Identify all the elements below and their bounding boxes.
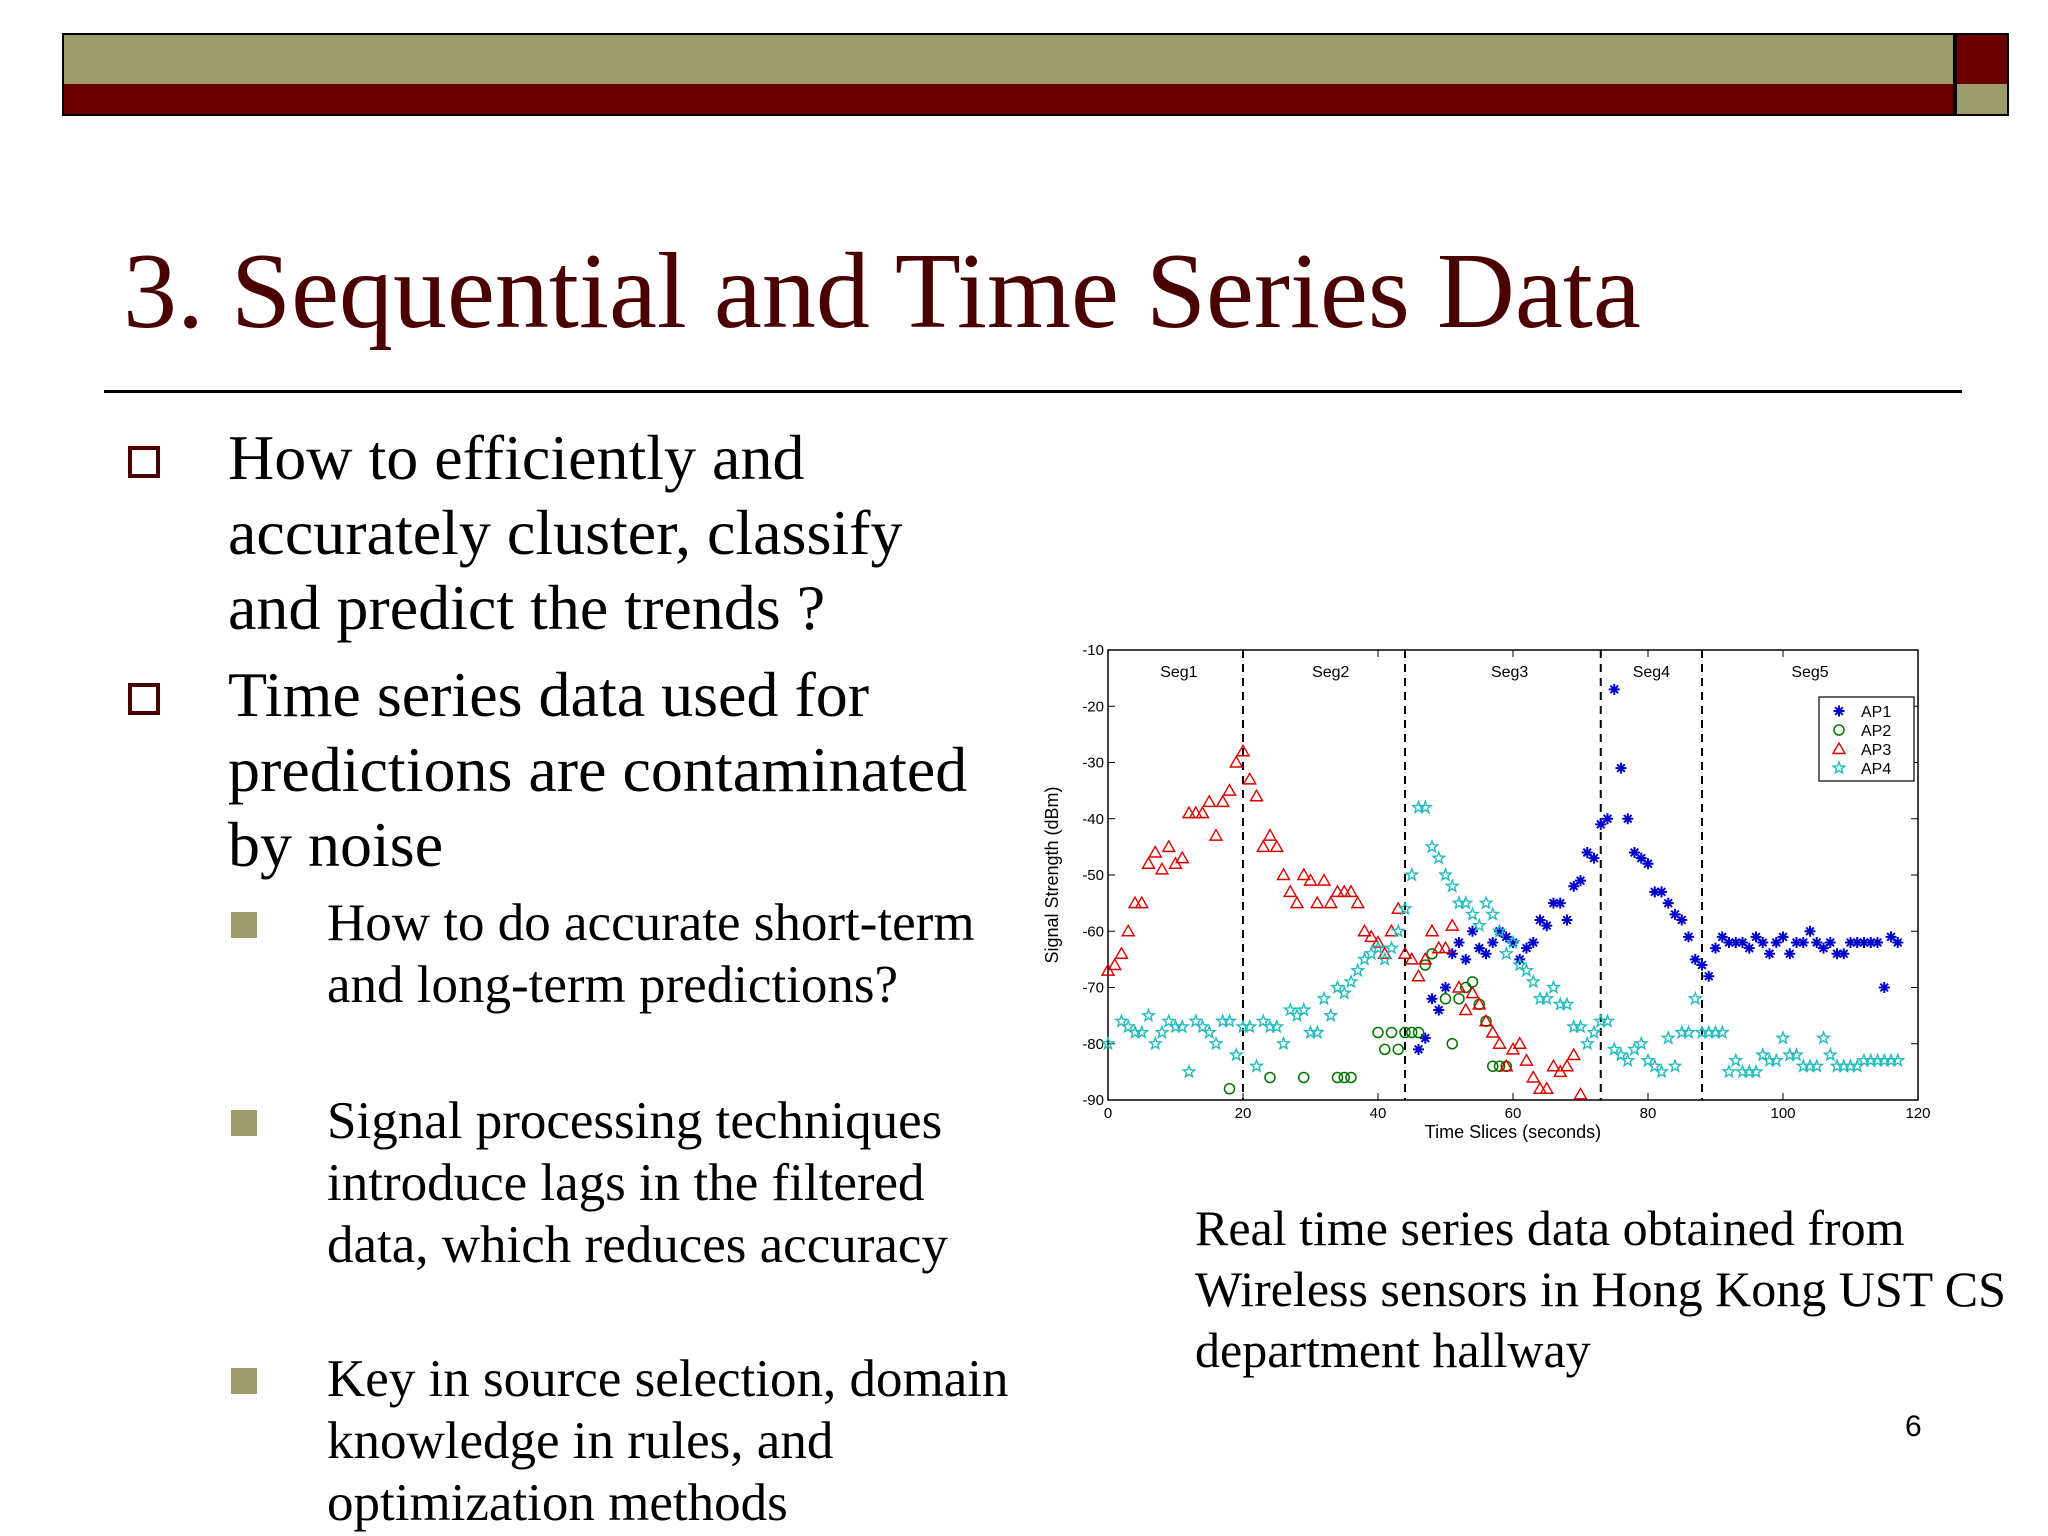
legend-label-ap3: AP3 — [1861, 742, 1892, 759]
sub-bullet-square-icon — [231, 1368, 257, 1394]
segment-label: Seg3 — [1490, 664, 1529, 681]
page-number: 6 — [1905, 1410, 1922, 1443]
y-tick-label: -80 — [1082, 1035, 1104, 1053]
ap1-data-point — [1447, 948, 1458, 959]
ap1-data-point — [1622, 813, 1633, 824]
ap1-data-point — [1602, 813, 1613, 824]
legend-label-ap4: AP4 — [1861, 761, 1892, 778]
bullet-square-icon — [128, 683, 160, 715]
ap1-data-point — [1892, 937, 1903, 948]
x-tick-label: 40 — [1369, 1105, 1387, 1122]
segment-label: Seg2 — [1312, 664, 1350, 681]
x-tick-label: 20 — [1234, 1105, 1252, 1122]
ap1-data-point — [1413, 1044, 1424, 1055]
ap1-data-point — [1420, 1033, 1431, 1044]
ap1-data-point — [1555, 898, 1566, 909]
ap1-data-point — [1805, 926, 1816, 937]
ap1-data-point — [1440, 982, 1451, 993]
ap1-data-point — [1589, 853, 1600, 864]
ap1-data-point — [1481, 948, 1492, 959]
segment-label: Seg1 — [1160, 664, 1198, 681]
x-tick-label: 60 — [1504, 1105, 1522, 1122]
ap1-data-point — [1683, 931, 1694, 942]
signal-strength-chart — [1030, 640, 1950, 1160]
ap1-data-point — [1744, 943, 1755, 954]
ap1-data-point — [1460, 954, 1471, 965]
x-tick-label: 120 — [1905, 1105, 1931, 1122]
plot-area — [1108, 650, 1918, 1100]
ap1-data-point — [1609, 684, 1620, 695]
ap1-data-point — [1541, 920, 1552, 931]
ap1-data-point — [1838, 948, 1849, 959]
ap1-data-point — [1825, 937, 1836, 948]
y-tick-label: -50 — [1082, 867, 1104, 884]
ap1-data-point — [1487, 937, 1498, 948]
bullet-text: How to efficiently and accurately cluster, classify and predict the trends ? — [228, 422, 903, 643]
legend-label-ap2: AP2 — [1861, 723, 1892, 740]
ap1-data-point — [1656, 886, 1667, 897]
x-tick-label: 80 — [1639, 1105, 1657, 1122]
header-bar-maroon — [62, 84, 1955, 116]
ap1-data-point — [1798, 937, 1809, 948]
y-tick-label: -20 — [1082, 698, 1104, 716]
sub-bullet-text: Signal processing techniques introduce lags in the filtered data, which reduces accuracy — [327, 1092, 948, 1274]
ap1-data-point — [1764, 948, 1775, 959]
ap1-data-point — [1697, 960, 1708, 971]
y-tick-label: -10 — [1082, 642, 1104, 659]
sub-bullet-square-icon — [231, 1110, 257, 1136]
ap1-data-point — [1562, 915, 1573, 926]
sub-bullet-text: Key in source selection, domain knowledge in rules, and optimization methods — [327, 1350, 1009, 1532]
ap1-data-point — [1778, 931, 1789, 942]
title-divider — [104, 390, 1962, 393]
sub-bullet-text: How to do accurate short-term and long-term predictions? — [327, 894, 975, 1014]
legend-marker-ap1 — [1834, 706, 1845, 717]
ap1-data-point — [1528, 937, 1539, 948]
y-tick-label: -30 — [1082, 754, 1104, 772]
ap1-data-point — [1663, 898, 1674, 909]
ap1-data-point — [1575, 875, 1586, 886]
y-tick-label: -90 — [1082, 1092, 1104, 1109]
segment-label: Seg4 — [1632, 664, 1671, 681]
y-tick-label: -40 — [1082, 810, 1104, 828]
ap1-data-point — [1784, 948, 1795, 959]
sub-bullet-square-icon — [231, 912, 257, 938]
figure-caption: Real time series data obtained from Wireless sensors in Hong Kong UST CS department hallway — [1195, 1200, 2006, 1378]
header-bar-olive — [62, 33, 1955, 84]
ap1-data-point — [1703, 971, 1714, 982]
ap1-data-point — [1454, 937, 1465, 948]
bullet-square-icon — [128, 446, 160, 478]
ap1-data-point — [1757, 937, 1768, 948]
y-tick-label: -60 — [1082, 923, 1104, 941]
y-tick-label: -70 — [1082, 979, 1104, 997]
ap1-data-point — [1427, 993, 1438, 1004]
header-corner-maroon — [1955, 33, 2009, 84]
bullet-text: Time series data used for predictions are contaminated by noise — [228, 659, 968, 880]
ap1-data-point — [1710, 943, 1721, 954]
header-corner-olive — [1955, 84, 2009, 116]
y-axis-label: Signal Strength (dBm) — [1042, 786, 1062, 964]
ap1-data-point — [1879, 982, 1890, 993]
legend-label-ap1: AP1 — [1861, 704, 1892, 721]
ap1-data-point — [1643, 858, 1654, 869]
segment-label: Seg5 — [1791, 664, 1829, 681]
x-tick-label: 100 — [1770, 1105, 1796, 1122]
ap1-data-point — [1433, 1005, 1444, 1016]
ap1-data-point — [1616, 763, 1627, 774]
x-tick-label: 0 — [1103, 1105, 1113, 1122]
slide-title: 3. Sequential and Time Series Data — [123, 232, 1641, 351]
x-axis-label: Time Slices (seconds) — [1424, 1122, 1602, 1142]
ap1-data-point — [1872, 937, 1883, 948]
ap1-data-point — [1676, 915, 1687, 926]
